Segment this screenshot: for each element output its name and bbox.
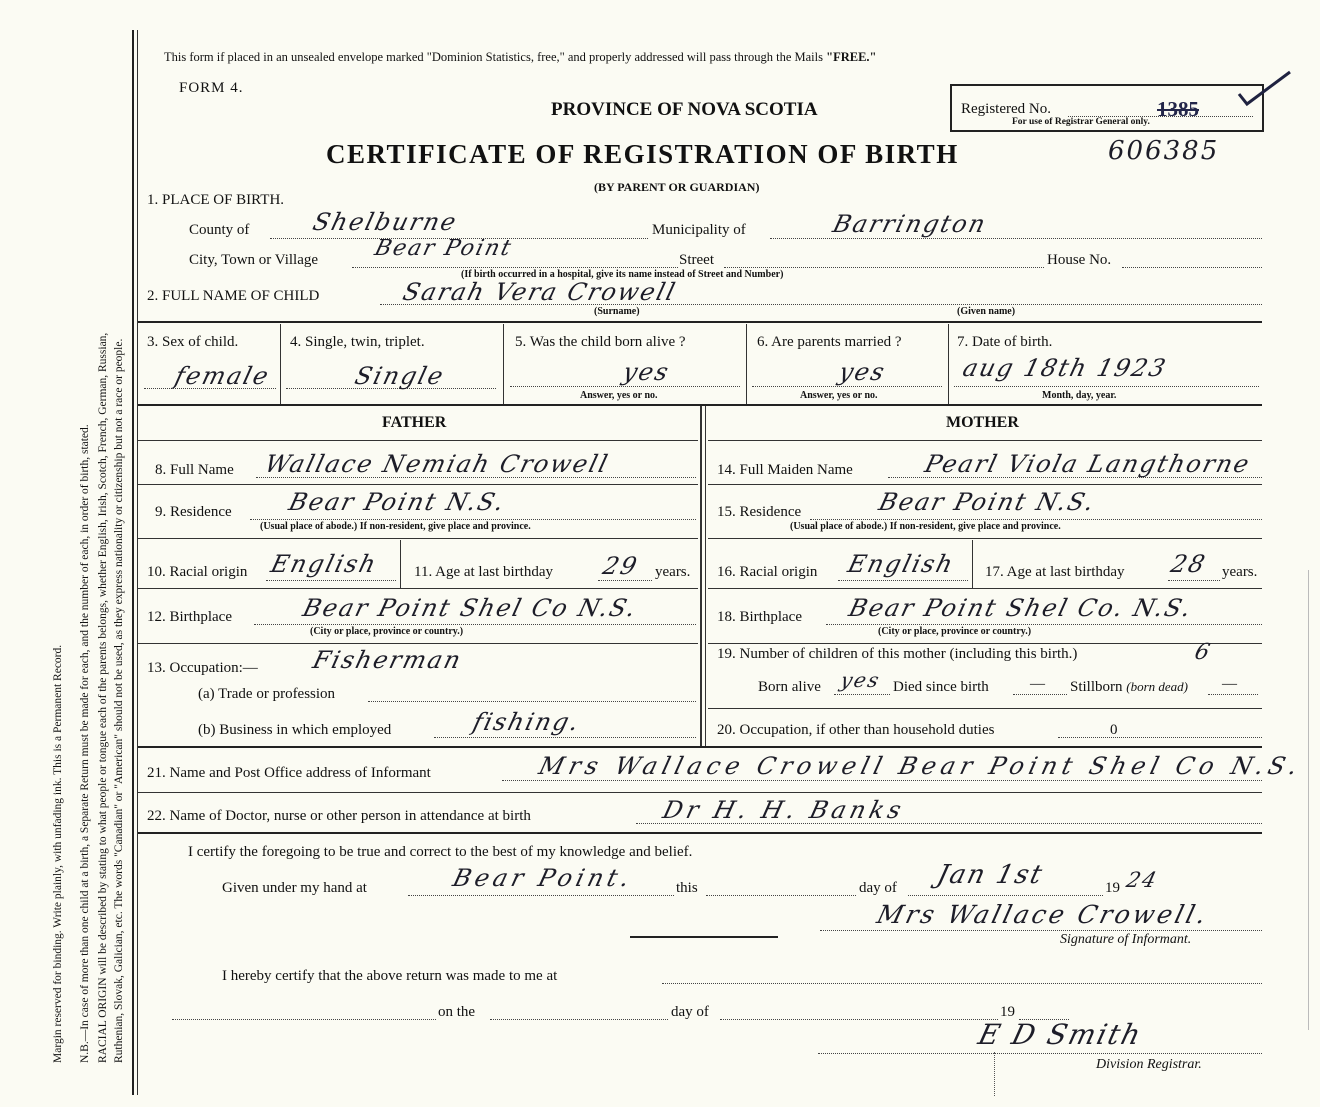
mother-children-value: 6 (1192, 640, 1215, 665)
doctor-label: 22. Name of Doctor, nurse or other person in attendance at birth (147, 808, 531, 824)
municipality-value: Barrington (830, 210, 990, 238)
mother-name-label: 14. Full Maiden Name (717, 462, 853, 478)
hospital-note: (If birth occurred in a hospital, give its name instead of Street and Number) (461, 269, 784, 280)
mother-birthplace-value: Bear Point Shel Co. N.S. (846, 594, 1196, 622)
mother-residence-label: 15. Residence (717, 504, 802, 520)
father-name-label: 8. Full Name (155, 462, 234, 478)
child-name-label: 2. FULL NAME OF CHILD (147, 288, 320, 304)
registrar-year-prefix: 19 (1000, 1004, 1015, 1020)
informant-value: Mrs Wallace Crowell Bear Point Shel Co N.S. (536, 752, 1306, 780)
born-alive-count-value: yes (838, 668, 884, 692)
on-the-label: on the (438, 1004, 476, 1020)
given-place-value: Bear Point. (450, 864, 637, 892)
mail-notice: This form if placed in an unsealed envelope marked "Dominion Statistics, free," and properly addressed will pass through the Mails "FREE." (164, 50, 877, 64)
father-years-label: years. (655, 564, 691, 580)
mother-name-value: Pearl Viola Langthorne (922, 450, 1254, 478)
father-birthplace-note: (City or place, province or country.) (310, 626, 464, 637)
registered-number: 1385 (1157, 97, 1199, 121)
place-heading: 1. PLACE OF BIRTH. (147, 192, 285, 208)
died-since-birth-value: — (1030, 676, 1045, 692)
father-name-value: Wallace Nemiah Crowell (262, 450, 613, 478)
parents-married-value: yes (836, 358, 890, 386)
born-alive-label: 5. Was the child born alive ? (515, 334, 686, 350)
this-label: this (676, 880, 698, 896)
child-name-value: Sarah Vera Crowell (400, 278, 680, 306)
given-under-label: Given under my hand at (222, 880, 367, 896)
street-label: Street (679, 252, 714, 268)
father-business-value: fishing. (470, 708, 584, 736)
day-of-label: day of (859, 880, 897, 896)
certificate-title: CERTIFICATE OF REGISTRATION OF BIRTH (326, 139, 959, 169)
mother-age-label: 17. Age at last birthday (985, 564, 1125, 580)
parents-married-label: 6. Are parents married ? (757, 334, 902, 350)
born-alive-note: Answer, yes or no. (580, 390, 658, 401)
city-value: Bear Point (372, 236, 516, 261)
father-racial-label: 10. Racial origin (147, 564, 248, 580)
father-age-value: 29 (600, 552, 642, 580)
father-occupation-label: 13. Occupation:— (147, 660, 258, 676)
plurality-label: 4. Single, twin, triplet. (290, 334, 425, 350)
father-residence-value: Bear Point N.S. (286, 488, 509, 516)
father-occupation-value: Fisherman (310, 646, 466, 674)
registered-label: Registered No. (961, 101, 1051, 117)
registrar-signature: E D Smith (975, 1018, 1146, 1051)
died-since-birth-label: Died since birth (893, 679, 989, 695)
margin-note-3: RACIAL ORIGIN will be described by stating to what people or tongue each of the parents belongs, whether English, Irish, Scotch, French, German, Russian, (97, 332, 109, 1063)
father-birthplace-label: 12. Birthplace (147, 609, 232, 625)
mother-residence-value: Bear Point N.S. (876, 488, 1099, 516)
plurality-value: Single (352, 362, 448, 390)
mother-birthplace-label: 18. Birthplace (717, 609, 802, 625)
mother-occupation-label: 20. Occupation, if other than household duties (717, 722, 995, 738)
year-prefix: 19 (1105, 880, 1120, 896)
mother-racial-value: English (845, 550, 958, 578)
page-edge (1308, 570, 1320, 1030)
informant-signature-label: Signature of Informant. (1060, 932, 1192, 947)
margin-note-2: N.B.—In case of more than one child at a birth, a Separate Return must be made for each, and the number of each, in order of birth, stated. (79, 424, 91, 1063)
mother-years-label: years. (1222, 564, 1258, 580)
municipality-label: Municipality of (652, 222, 746, 238)
mother-residence-note: (Usual place of abode.) If non-resident, give place and province. (790, 521, 1061, 532)
county-value: Shelburne (310, 208, 461, 236)
mother-age-value: 28 (1168, 550, 1210, 578)
county-label: County of (189, 222, 250, 238)
father-birthplace-value: Bear Point Shel Co N.S. (300, 594, 641, 622)
mother-birthplace-note: (City or place, province or country.) (878, 626, 1032, 637)
province-heading: PROVINCE OF NOVA SCOTIA (551, 99, 818, 120)
surname-note: (Surname) (594, 306, 640, 317)
mother-occupation-value: 0 (1110, 722, 1118, 738)
born-alive-value: yes (620, 358, 674, 386)
margin-rule (132, 30, 134, 1095)
sex-value: female (172, 362, 274, 390)
certificate-subtitle: (BY PARENT OR GUARDIAN) (594, 180, 760, 194)
father-residence-note: (Usual place of abode.) If non-resident, give place and province. (260, 521, 531, 532)
registered-box (950, 84, 1264, 132)
city-label: City, Town or Village (189, 252, 319, 268)
registrar-day-of-label: day of (671, 1004, 709, 1020)
year-value: 24 (1124, 868, 1161, 892)
form-number: FORM 4. (179, 80, 244, 96)
mother-heading: MOTHER (946, 414, 1019, 431)
parents-married-note: Answer, yes or no. (800, 390, 878, 401)
informant-certify-text: I certify the foregoing to be true and correct to the best of my knowledge and belief. (188, 844, 693, 860)
given-name-note: (Given name) (957, 306, 1016, 317)
registrar-certify-text: I hereby certify that the above return was made to me at (222, 968, 558, 984)
father-racial-value: English (268, 550, 381, 578)
dob-label: 7. Date of birth. (957, 334, 1053, 350)
father-heading: FATHER (382, 414, 447, 431)
registrar-note: For use of Registrar General only. (1012, 117, 1150, 127)
certificate-number: 606385 (1108, 136, 1220, 166)
house-label: House No. (1047, 252, 1112, 268)
margin-rule-inner (137, 30, 138, 1095)
sex-label: 3. Sex of child. (147, 334, 239, 350)
stillborn-value: — (1222, 676, 1237, 692)
check-mark-icon (1235, 66, 1295, 111)
father-trade-label: (a) Trade or profession (198, 686, 336, 702)
margin-note-1: Margin reserved for binding. Write plainly, with unfading ink. This is a Permanent Record. (52, 644, 64, 1063)
father-age-label: 11. Age at last birthday (414, 564, 553, 580)
mother-racial-label: 16. Racial origin (717, 564, 818, 580)
informant-signature: Mrs Wallace Crowell. (874, 900, 1212, 929)
stillborn-label: Stillborn (born dead) (1070, 679, 1189, 695)
registrar-signature-label: Division Registrar. (1096, 1057, 1202, 1072)
father-residence-label: 9. Residence (155, 504, 232, 520)
margin-note-4: Ruthenian, Slovak, Galician, etc. The words "Canadian" or "American" should not be used, as they express nationality or citizenship but not a race or people. (113, 338, 125, 1063)
given-date-value: Jan 1st (934, 860, 1047, 890)
doctor-value: Dr H. H. Banks (660, 796, 908, 824)
informant-label: 21. Name and Post Office address of Informant (147, 765, 431, 781)
mother-children-label: 19. Number of children of this mother (including this birth.) (717, 646, 1078, 662)
dob-note: Month, day, year. (1042, 390, 1117, 401)
born-alive-count-label: Born alive (758, 679, 821, 695)
dob-value: aug 18th 1923 (960, 354, 1171, 382)
father-business-label: (b) Business in which employed (198, 722, 392, 738)
